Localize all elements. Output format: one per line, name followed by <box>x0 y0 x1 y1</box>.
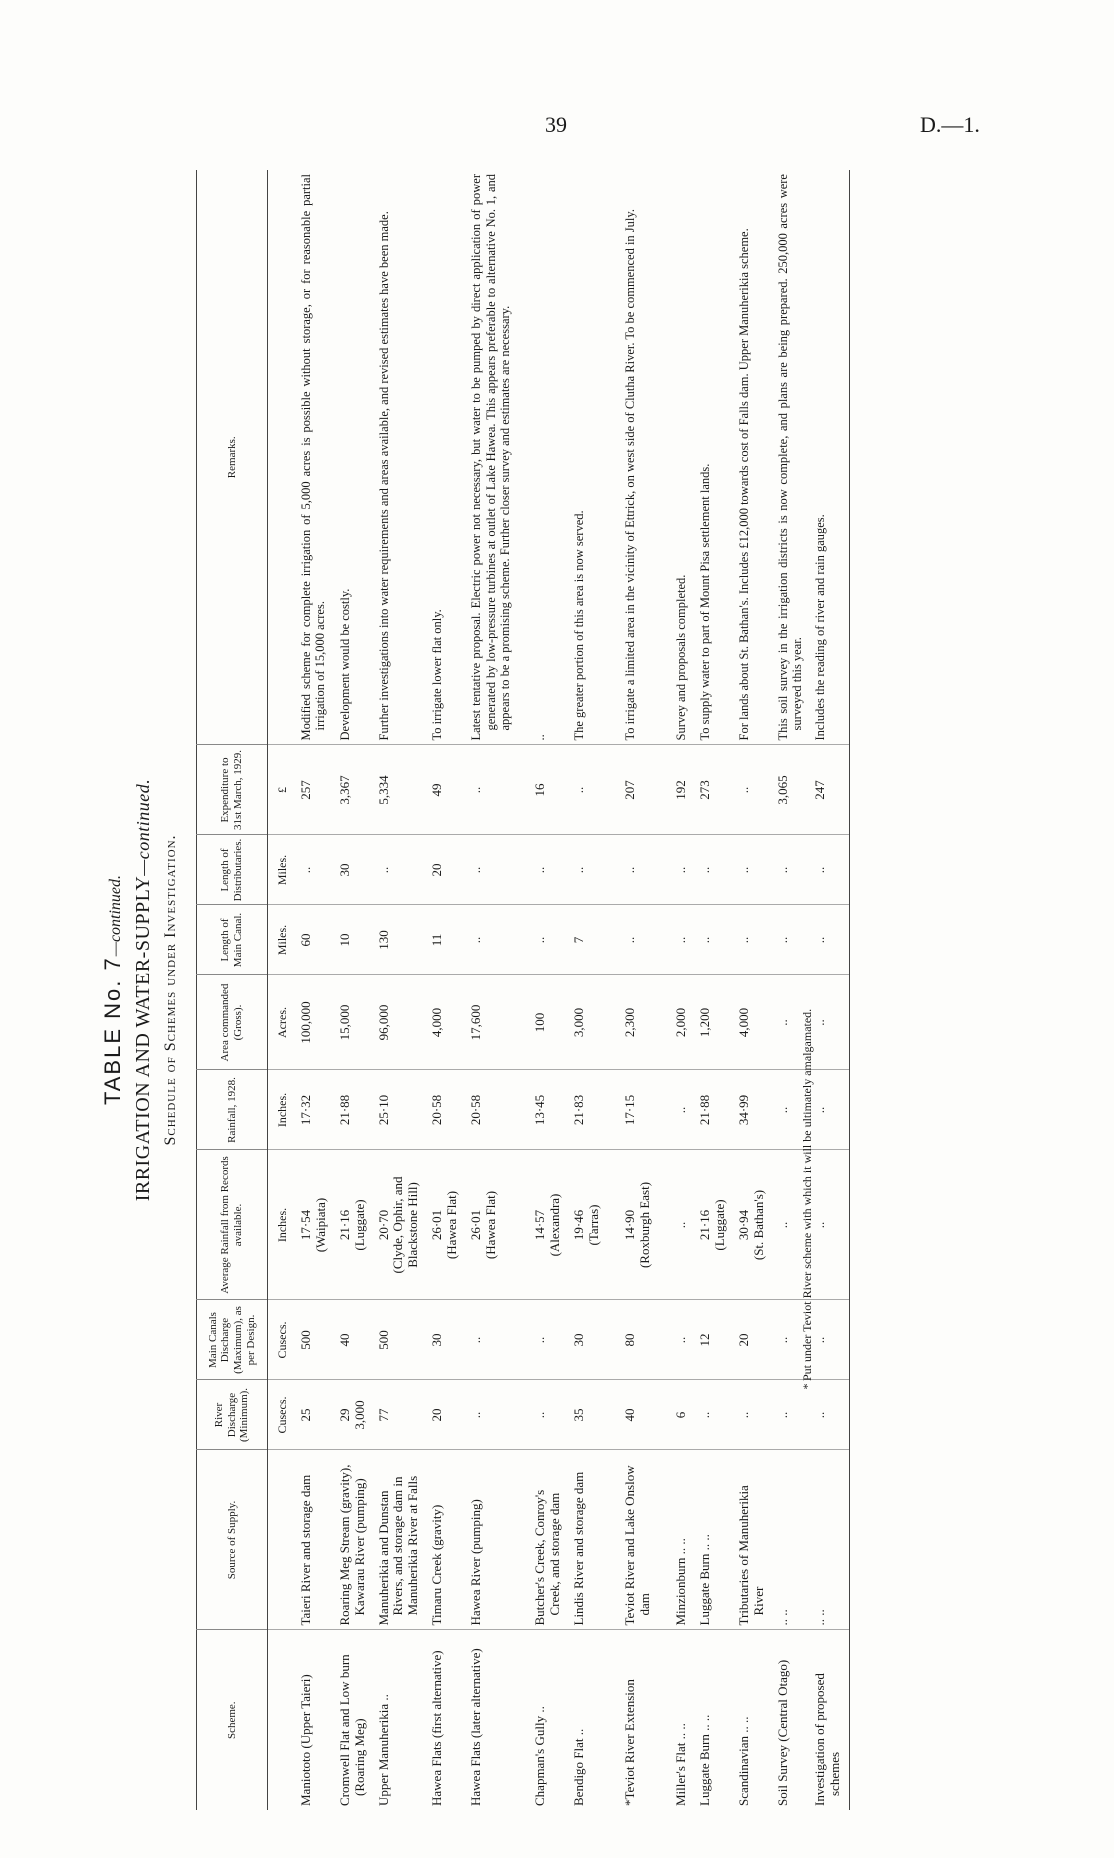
cell-remarks: To irrigate a limited area in the vicinity of Ettrick, on west side of Clutha River. To be commenced in July. <box>623 209 638 741</box>
cell-river-discharge-line: 35 <box>571 1408 587 1422</box>
cell-avg-rainfall-line: 19·46 <box>571 1209 587 1241</box>
cell-remarks: This soil survey in the irrigation districts is now complete, and plans are being prepared. 250,000 acres were surveyed this year. <box>775 174 805 741</box>
cell-remarks: Modified scheme for complete irrigation of 5,000 acres is possible without storage, or for reasonable partial irrigation of 15,000 acres. <box>298 174 328 741</box>
footnote-mark: * <box>800 1384 814 1390</box>
units-cell: Miles. <box>268 835 291 905</box>
cell-expenditure: 247 <box>805 745 849 835</box>
table-row <box>805 170 849 1810</box>
cell-expenditure: 192 <box>654 745 690 835</box>
cell-river-discharge <box>564 1380 603 1450</box>
cell-area: 100,000 <box>291 975 330 1070</box>
cell-source: Teviot River and Lake Onslow dam <box>603 1450 654 1630</box>
cell-main-canal-length: .. <box>805 905 849 975</box>
cell-avg-rainfall-line: (Luggate) <box>711 1199 727 1251</box>
cell-scheme: Upper Manuherikia .. <box>369 1630 423 1810</box>
cell-main-canal-length: .. <box>603 905 654 975</box>
cell-main-canal-length: 60 <box>291 905 330 975</box>
units-cell: £ <box>268 745 291 835</box>
cell-main-canals: .. <box>461 1300 513 1380</box>
units-cell: Inches. <box>268 1150 291 1300</box>
table-title <box>100 170 126 1810</box>
cell-avg-rainfall-line: 14·57 <box>532 1209 548 1241</box>
cell-scheme: Cromwell Flat and Low burn (Roaring Meg) <box>330 1630 369 1810</box>
rotated-table-block <box>100 170 860 1810</box>
cell-avg-rainfall-line: 17·54 <box>297 1209 313 1241</box>
cell-avg-rainfall-line: (Waipiata) <box>312 1197 328 1253</box>
cell-avg-rainfall-line: 20·70 <box>375 1209 391 1241</box>
col-header-scheme: Scheme. <box>197 1630 268 1810</box>
cell-expenditure: 5,334 <box>369 745 423 835</box>
cell-scheme: Miller's Flat .. .. <box>654 1630 690 1810</box>
cell-river-discharge <box>603 1380 654 1450</box>
cell-avg-rainfall-line: (Roxburgh East) <box>637 1181 653 1269</box>
cell-distributaries: .. <box>369 835 423 905</box>
cell-main-canals: 80 <box>603 1300 654 1380</box>
cell-area: 3,000 <box>564 975 603 1070</box>
col-header-source: Source of Supply. <box>197 1450 268 1630</box>
table-title-suffix: —continued. <box>107 874 124 957</box>
table-row <box>513 170 564 1810</box>
cell-river-discharge-line: .. <box>774 1411 790 1419</box>
cell-scheme: Investigation of proposed schemes <box>805 1630 849 1810</box>
cell-main-canals: 500 <box>291 1300 330 1380</box>
col-header-river-discharge: River Discharge (Minimum). <box>197 1380 268 1450</box>
cell-scheme: Scandinavian .. .. <box>729 1630 768 1810</box>
cell-river-discharge-line: 40 <box>622 1408 638 1422</box>
cell-remarks: The greater portion of this area is now served. <box>572 510 587 741</box>
table-body <box>268 170 850 1810</box>
units-cell: Cusecs. <box>268 1300 291 1380</box>
cell-river-discharge-line: 3,000 <box>351 1400 367 1430</box>
cell-avg-rainfall <box>654 1150 690 1300</box>
cell-scheme: Luggate Burn .. .. <box>690 1630 729 1810</box>
cell-river-discharge <box>461 1380 513 1450</box>
cell-river-discharge <box>690 1380 729 1450</box>
cell-avg-rainfall <box>690 1150 729 1300</box>
cell-distributaries: 20 <box>422 835 461 905</box>
cell-main-canals: 500 <box>369 1300 423 1380</box>
cell-main-canal-length: .. <box>729 905 768 975</box>
cell-main-canal-length: .. <box>654 905 690 975</box>
cell-river-discharge <box>805 1380 849 1450</box>
cell-rainfall-1928: 20·58 <box>422 1070 461 1150</box>
col-header-distributaries: Length of Distributaries. <box>197 835 268 905</box>
units-cell: Miles. <box>268 905 291 975</box>
cell-avg-rainfall <box>729 1150 768 1300</box>
cell-main-canals: .. <box>805 1300 849 1380</box>
cell-scheme: Bendigo Flat .. <box>564 1630 603 1810</box>
cell-expenditure: .. <box>729 745 768 835</box>
units-cell <box>268 170 291 745</box>
cell-source: Timaru Creek (gravity) <box>422 1450 461 1630</box>
cell-main-canal-length: .. <box>461 905 513 975</box>
cell-avg-rainfall <box>603 1150 654 1300</box>
cell-distributaries: 30 <box>330 835 369 905</box>
cell-rainfall-1928: 20·58 <box>461 1070 513 1150</box>
cell-rainfall-1928: .. <box>768 1070 806 1150</box>
cell-source: Butcher's Creek, Conroy's Creek, and storage dam <box>513 1450 564 1630</box>
col-header-area: Area commanded (Gross). <box>197 975 268 1070</box>
cell-source: .. .. <box>805 1450 849 1630</box>
cell-river-discharge <box>330 1380 369 1450</box>
cell-area: 4,000 <box>422 975 461 1070</box>
cell-distributaries: .. <box>654 835 690 905</box>
cell-rainfall-1928: 21·88 <box>330 1070 369 1150</box>
cell-source: Hawea River (pumping) <box>461 1450 513 1630</box>
cell-avg-rainfall-line: .. <box>774 1221 790 1229</box>
table-row <box>461 170 513 1810</box>
cell-river-discharge-line: 20 <box>429 1408 445 1422</box>
cell-avg-rainfall-line: (Hawea Flat) <box>483 1190 499 1260</box>
cell-distributaries: .. <box>291 835 330 905</box>
cell-main-canal-length: .. <box>690 905 729 975</box>
cell-area: 17,600 <box>461 975 513 1070</box>
table-row <box>291 170 330 1810</box>
cell-river-discharge <box>513 1380 564 1450</box>
cell-distributaries: .. <box>729 835 768 905</box>
cell-avg-rainfall-line: 21·16 <box>336 1209 352 1241</box>
cell-avg-rainfall <box>513 1150 564 1300</box>
cell-river-discharge <box>422 1380 461 1450</box>
cell-area: .. <box>768 975 806 1070</box>
cell-expenditure: 16 <box>513 745 564 835</box>
cell-rainfall-1928: 17·15 <box>603 1070 654 1150</box>
cell-river-discharge <box>369 1380 423 1450</box>
cell-area: 96,000 <box>369 975 423 1070</box>
schemes-table <box>196 170 850 1810</box>
cell-river-discharge-line: .. <box>812 1411 828 1419</box>
cell-avg-rainfall-line: .. <box>672 1221 688 1229</box>
cell-expenditure: 257 <box>291 745 330 835</box>
cell-expenditure: 273 <box>690 745 729 835</box>
table-row <box>654 170 690 1810</box>
cell-river-discharge-line: .. <box>532 1411 548 1419</box>
cell-expenditure: 49 <box>422 745 461 835</box>
cell-river-discharge-line: 6 <box>672 1411 688 1419</box>
cell-main-canal-length: 11 <box>422 905 461 975</box>
cell-main-canals: 40 <box>330 1300 369 1380</box>
col-header-remarks: Remarks. <box>197 170 268 745</box>
cell-remarks: Survey and proposals completed. <box>673 574 688 741</box>
cell-avg-rainfall-line: 26·01 <box>429 1209 445 1241</box>
cell-avg-rainfall-line: 21·16 <box>696 1209 712 1241</box>
cell-river-discharge-line: .. <box>468 1411 484 1419</box>
cell-remarks: To supply water to part of Mount Pisa settlement lands. <box>697 463 712 741</box>
units-cell: Inches. <box>268 1070 291 1150</box>
cell-avg-rainfall <box>291 1150 330 1300</box>
col-header-main-canal-length: Length of Main Canal. <box>197 905 268 975</box>
cell-main-canals: 30 <box>422 1300 461 1380</box>
cell-avg-rainfall <box>369 1150 423 1300</box>
cell-remarks: To irrigate lower flat only. <box>430 609 445 741</box>
cell-avg-rainfall <box>422 1150 461 1300</box>
cell-distributaries: .. <box>513 835 564 905</box>
cell-river-discharge <box>768 1380 806 1450</box>
table-row <box>603 170 654 1810</box>
table-subtitle-text: IRRIGATION AND WATER-SUPPLY <box>132 875 154 1202</box>
col-header-rainfall-1928: Rainfall, 1928. <box>197 1070 268 1150</box>
cell-main-canals: 12 <box>690 1300 729 1380</box>
cell-avg-rainfall <box>461 1150 513 1300</box>
cell-rainfall-1928: .. <box>654 1070 690 1150</box>
col-header-expenditure: Expenditure to 31st March, 1929. <box>197 745 268 835</box>
cell-rainfall-1928: 21·83 <box>564 1070 603 1150</box>
cell-avg-rainfall <box>330 1150 369 1300</box>
cell-area: 15,000 <box>330 975 369 1070</box>
cell-area: 100 <box>513 975 564 1070</box>
cell-distributaries: .. <box>805 835 849 905</box>
table-subtitle-suffix: —continued. <box>133 778 153 876</box>
cell-river-discharge <box>291 1380 330 1450</box>
cell-main-canals: .. <box>654 1300 690 1380</box>
table-header <box>197 170 268 1810</box>
cell-main-canal-length: .. <box>768 905 806 975</box>
units-cell <box>268 1450 291 1630</box>
table-row <box>564 170 603 1810</box>
cell-avg-rainfall-line: (Luggate) <box>351 1199 367 1251</box>
cell-river-discharge-line: 29 <box>336 1408 352 1422</box>
cell-river-discharge-line: 77 <box>375 1408 391 1422</box>
cell-source: .. .. <box>768 1450 806 1630</box>
cell-distributaries: .. <box>564 835 603 905</box>
cell-avg-rainfall-line: 26·01 <box>468 1209 484 1241</box>
cell-main-canal-length: 10 <box>330 905 369 975</box>
document-reference: D.—1. <box>920 112 980 137</box>
cell-river-discharge-line: .. <box>735 1411 751 1419</box>
cell-source: Tributaries of Manuherikia River <box>729 1450 768 1630</box>
cell-avg-rainfall-line: (Hawea Flat) <box>444 1190 460 1260</box>
cell-remarks: .. <box>533 734 548 741</box>
cell-avg-rainfall-line: (Clyde, Ophir, and Blackstone Hill) <box>390 1176 421 1274</box>
cell-avg-rainfall-line: .. <box>812 1221 828 1229</box>
cell-distributaries: .. <box>768 835 806 905</box>
cell-main-canals: .. <box>513 1300 564 1380</box>
cell-rainfall-1928: 13·45 <box>513 1070 564 1150</box>
col-header-avg-rainfall: Average Rainfall from Records available. <box>197 1150 268 1300</box>
footnote <box>800 1009 815 1390</box>
units-cell: Acres. <box>268 975 291 1070</box>
cell-avg-rainfall-line: (Alexandra) <box>547 1193 563 1257</box>
cell-scheme: Hawea Flats (later alternative) <box>461 1630 513 1810</box>
table-row <box>422 170 461 1810</box>
cell-expenditure: 3,065 <box>768 745 806 835</box>
cell-remarks: Includes the reading of river and rain gauges. <box>805 170 849 745</box>
table-subtitle <box>132 170 155 1810</box>
cell-scheme: Soil Survey (Central Otago) <box>768 1630 806 1810</box>
page-number: 39 <box>545 112 567 137</box>
cell-remarks: Further investigations into water requirements and areas available, and revised estimates have been made. <box>376 211 391 741</box>
col-header-main-canals: Main Canals Discharge (Maximum), as per Design. <box>197 1300 268 1380</box>
cell-river-discharge <box>729 1380 768 1450</box>
cell-distributaries: .. <box>461 835 513 905</box>
table-row <box>369 170 423 1810</box>
cell-remarks: Latest tentative proposal. Electric power not necessary, but water to be pumped by direct application of power generated by low-pressure turbines at outlet of Lake Hawea. This appears preferable to alternative No. 1, and appears to be a promising scheme. Further closer survey and estimates are necessary. <box>469 174 512 741</box>
cell-source: Luggate Burn .. .. <box>690 1450 729 1630</box>
footnote-text: Put under Teviot River scheme with which it will be ultimately amalgamated. <box>800 1008 814 1381</box>
cell-river-discharge-line: 25 <box>297 1408 313 1422</box>
cell-area: 2,000 <box>654 975 690 1070</box>
cell-area: .. <box>805 975 849 1070</box>
cell-rainfall-1928: 25·10 <box>369 1070 423 1150</box>
cell-rainfall-1928: .. <box>805 1070 849 1150</box>
cell-rainfall-1928: 21·88 <box>690 1070 729 1150</box>
cell-avg-rainfall-line: (Tarras) <box>586 1204 602 1246</box>
cell-area: 1,200 <box>690 975 729 1070</box>
table-title-text: TABLE No. 7 <box>100 956 125 1106</box>
cell-expenditure: 3,367 <box>330 745 369 835</box>
cell-remarks: For lands about St. Bathan's. Includes £12,000 towards cost of Falls dam. Upper Manuherikia scheme. <box>736 228 751 741</box>
cell-rainfall-1928: 17·32 <box>291 1070 330 1150</box>
table-row <box>729 170 768 1810</box>
table-row <box>330 170 369 1810</box>
units-cell: Cusecs. <box>268 1380 291 1450</box>
cell-main-canal-length: 130 <box>369 905 423 975</box>
cell-main-canal-length: .. <box>513 905 564 975</box>
cell-expenditure: .. <box>564 745 603 835</box>
cell-scheme: Hawea Flats (first alternative) <box>422 1630 461 1810</box>
cell-scheme: Maniototo (Upper Taieri) <box>291 1630 330 1810</box>
units-row <box>268 170 291 1810</box>
table-row <box>768 170 806 1810</box>
cell-source: Taieri River and storage dam <box>291 1450 330 1630</box>
cell-remarks: Development would be costly. <box>337 588 352 741</box>
cell-source: Lindis River and storage dam <box>564 1450 603 1630</box>
units-cell <box>268 1630 291 1810</box>
cell-area: 4,000 <box>729 975 768 1070</box>
cell-main-canal-length: 7 <box>564 905 603 975</box>
table-row <box>690 170 729 1810</box>
cell-source: Minzionburn .. .. <box>654 1450 690 1630</box>
cell-main-canals: 20 <box>729 1300 768 1380</box>
cell-source: Manuherikia and Dunstan Rivers, and storage dam in Manuherikia River at Falls <box>369 1450 423 1630</box>
cell-scheme: Chapman's Gully .. <box>513 1630 564 1810</box>
cell-main-canals: .. <box>768 1300 806 1380</box>
cell-main-canals: 30 <box>564 1300 603 1380</box>
cell-expenditure: 207 <box>603 745 654 835</box>
cell-river-discharge <box>654 1380 690 1450</box>
table-schedule-heading: Schedule of Schemes under Investigation. <box>162 834 179 1146</box>
cell-river-discharge-line: .. <box>696 1411 712 1419</box>
cell-avg-rainfall-line: 30·94 <box>735 1209 751 1241</box>
cell-area: 2,300 <box>603 975 654 1070</box>
cell-rainfall-1928: 34·99 <box>729 1070 768 1150</box>
cell-scheme: *Teviot River Extension <box>603 1630 654 1810</box>
header-row <box>197 170 268 1810</box>
cell-expenditure: .. <box>461 745 513 835</box>
cell-avg-rainfall <box>564 1150 603 1300</box>
cell-avg-rainfall-line: (St. Bathan's) <box>750 1189 766 1261</box>
cell-distributaries: .. <box>603 835 654 905</box>
cell-source: Roaring Meg Stream (gravity), Kawarau River (pumping) <box>330 1450 369 1630</box>
cell-avg-rainfall-line: 14·90 <box>622 1209 638 1241</box>
cell-distributaries: .. <box>690 835 729 905</box>
